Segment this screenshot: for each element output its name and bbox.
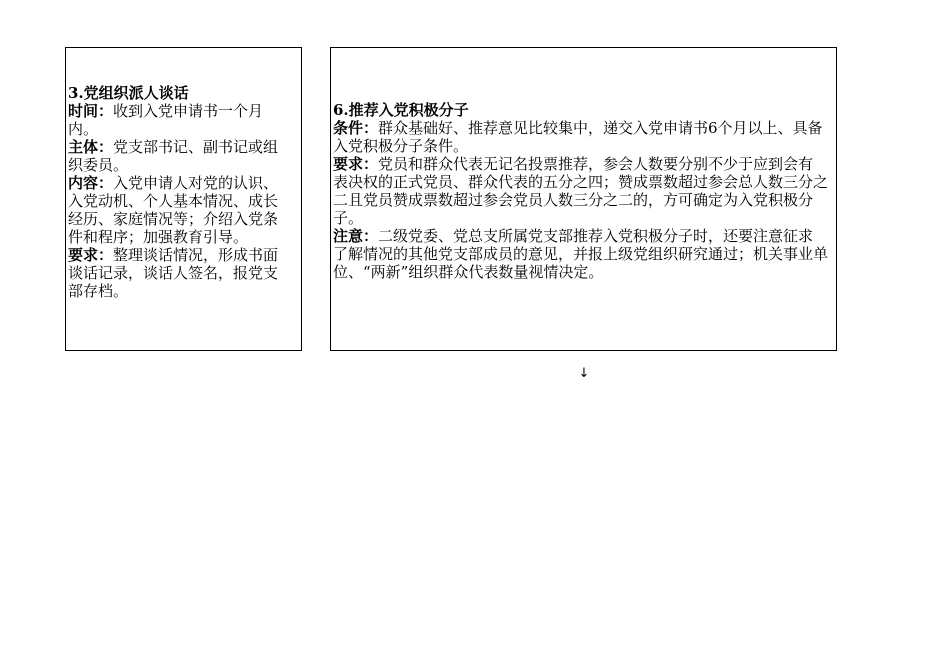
recommend-note-item: [333, 227, 828, 281]
recommend-step-box: [330, 47, 837, 351]
recommend-condition-item: [333, 119, 828, 155]
talk-step-box: [65, 47, 302, 351]
recommend-condition-label: 条件：: [333, 119, 379, 137]
talk-content-item: [68, 174, 287, 246]
recommend-note-text: 二级党委、党总支所属党支部推荐入党积极分子时，还要注意征求了解情况的其他党支部成员的意见，并报上级党组织研究通过；机关事业单位、“两新”组织群众代表数量视情决定。: [333, 227, 829, 281]
talk-time-text: 收到入党申请书一个月内。: [68, 102, 264, 138]
recommend-requirement-item: [333, 155, 828, 227]
talk-time-label: 时间：: [68, 102, 114, 120]
talk-subject-text: 党支部书记、副书记或组织委员。: [68, 138, 279, 174]
recommend-step-title: 6.推荐入党积极分子: [333, 101, 469, 119]
arrow-down-icon: ↓: [578, 366, 590, 381]
recommend-requirement-text: 党员和群众代表无记名投票推荐，参会人数要分别不少于应到会有表决权的正式党员、群众代表的五分之四；赞成票数超过参会总人数三分之二且党员赞成票数超过参会党员人数三分之二的，方可确定为入党积极分子。: [333, 155, 829, 227]
talk-subject-item: [68, 138, 287, 174]
talk-requirement-text: 整理谈话情况，形成书面谈话记录，谈话人签名，报党支部存档。: [68, 246, 279, 300]
recommend-condition-text: 群众基础好、推荐意见比较集中，递交入党申请书6个月以上、具备入党积极分子条件。: [333, 119, 823, 155]
talk-requirement-label: 要求：: [68, 246, 114, 264]
talk-requirement-item: [68, 246, 287, 300]
recommend-requirement-label: 要求：: [333, 155, 379, 173]
talk-step-title: 3.党组织派人谈话: [68, 84, 189, 102]
recommend-note-label: 注意：: [333, 227, 379, 245]
talk-content-label: 内容：: [68, 174, 114, 192]
talk-subject-label: 主体：: [68, 138, 114, 156]
talk-content-text: 入党申请人对党的认识、入党动机、个人基本情况、成长经历、家庭情况等；介绍入党条件和程序；加强教育引导。: [68, 174, 279, 246]
talk-time-item: [68, 102, 287, 138]
